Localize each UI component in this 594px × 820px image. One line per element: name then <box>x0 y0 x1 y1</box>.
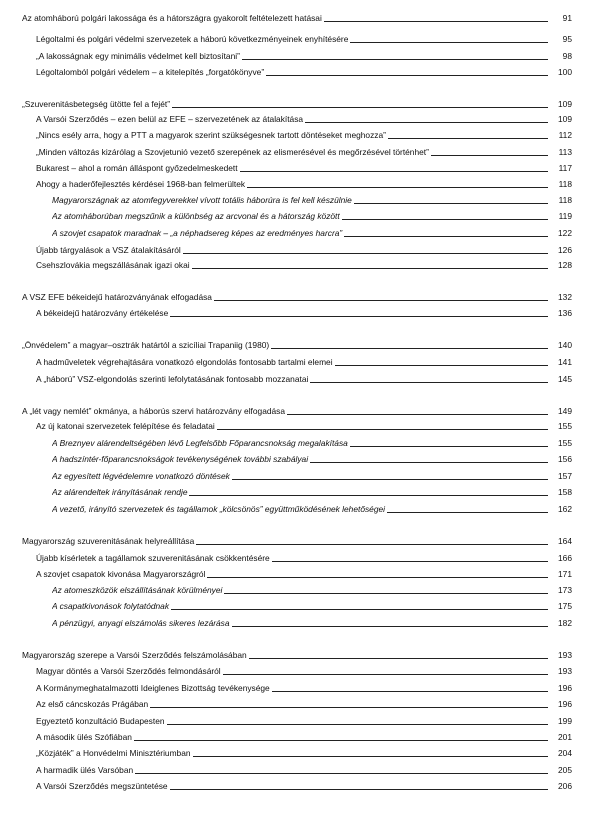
toc-entry-title: A második ülés Szófiában <box>36 732 132 742</box>
toc-entry-page: 113 <box>548 145 572 159</box>
toc-entry-title: Az egyesített légvédelemre vonatkozó döntések <box>52 471 230 481</box>
toc-entry-title: A Varsói Szerződés megszüntetése <box>36 781 168 791</box>
toc-entry-page: 119 <box>548 209 572 223</box>
toc-entry-title: A hadszíntér-főparancsnokságok tevékenységének további szabályai <box>52 454 309 464</box>
toc-entry-page: 100 <box>548 65 572 79</box>
toc-entry <box>0 551 594 565</box>
toc-entry-page: 149 <box>548 404 572 418</box>
toc-entry-page: 145 <box>548 372 572 386</box>
toc-entry-page: 109 <box>548 112 572 126</box>
toc-entry <box>0 65 594 79</box>
toc-entry-title: A „lét vagy nemlét” okmánya, a háborús szervi határozvány elfogadása <box>22 406 286 416</box>
toc-entry <box>0 404 594 418</box>
toc-entry-title: Légoltalmi és polgári védelmi szervezetek a háború következményeinek enyhítésére <box>36 34 349 44</box>
toc-entry <box>0 485 594 499</box>
toc-entry-title: Csehszlovákia megszállásának igazi okai <box>36 260 190 270</box>
toc-entry-page: 98 <box>548 49 572 63</box>
toc-entry-page: 182 <box>548 616 572 630</box>
toc-entry-title: „Önvédelem” a magyar–osztrák határtól a szicíliai Trapaniig (1980) <box>22 340 270 350</box>
toc-entry-title: Újabb kísérletek a tagállamok szuverenitásának csökkentésére <box>36 553 270 563</box>
toc-entry <box>0 112 594 126</box>
toc-entry-title: „Nincs esély arra, hogy a PTT a magyarok szerint szükségesnek tartott döntéseket meghozza” <box>36 130 386 140</box>
toc-entry <box>0 128 594 142</box>
toc-entry-title: Az atomeszközök elszállításának körülményei <box>52 585 223 595</box>
toc-entry-page: 122 <box>548 226 572 240</box>
toc-entry-title: Egyeztető konzultáció Budapesten <box>36 716 165 726</box>
toc-entry-page: 193 <box>548 648 572 662</box>
toc-entry-page: 128 <box>548 258 572 272</box>
toc-entry-page: 156 <box>548 452 572 466</box>
toc-entry-title: Az új katonai szervezetek felépítése és feladatai <box>36 421 215 431</box>
toc-entry-title: Magyarország szerepe a Varsói Szerződés felszámolásában <box>22 650 247 660</box>
toc-entry <box>0 226 594 240</box>
toc-entry <box>0 616 594 630</box>
toc-entry-page: 175 <box>548 599 572 613</box>
toc-entry-page: 109 <box>548 97 572 111</box>
toc-entry-title: A békeidejű határozvány értékelése <box>36 308 169 318</box>
toc-entry <box>0 664 594 678</box>
toc-entry <box>0 697 594 711</box>
toc-entry-title: „Közjáték” a Honvédelmi Minisztériumban <box>36 748 191 758</box>
toc-entry-title: „A lakosságnak egy minimális védelmet kell biztosítani” <box>36 51 240 61</box>
toc-entry <box>0 11 594 25</box>
toc-entry-page: 117 <box>548 161 572 175</box>
toc-entry-page: 126 <box>548 243 572 257</box>
toc-entry-page: 201 <box>548 730 572 744</box>
toc-entry-title: Az atomháború polgári lakossága és a hátországra gyakorolt feltételezett hatásai <box>22 13 322 23</box>
toc-entry <box>0 49 594 63</box>
toc-entry <box>0 338 594 352</box>
toc-entry-page: 155 <box>548 419 572 433</box>
toc-entry <box>0 567 594 581</box>
toc-entry-title: A csapatkivonások folytatódnak <box>52 601 170 611</box>
toc-entry-page: 193 <box>548 664 572 678</box>
toc-entry-title: A Breznyev alárendeltségében lévő Legfelsőbb Főparancsnokság megalakítása <box>52 438 348 448</box>
toc-entry-page: 173 <box>548 583 572 597</box>
toc-entry-page: 132 <box>548 290 572 304</box>
toc-entry-page: 158 <box>548 485 572 499</box>
toc-entry-page: 95 <box>548 32 572 46</box>
toc-entry-title: A vezető, irányító szervezetek és tagállamok „kölcsönös” együttműködésének lehetőségei <box>52 504 386 514</box>
toc-entry <box>0 714 594 728</box>
toc-entry-title: A „háború” VSZ-elgondolás szerinti lefolytatásának fontosabb mozzanatai <box>36 374 309 384</box>
toc-entry-page: 196 <box>548 697 572 711</box>
toc-entry <box>0 258 594 272</box>
toc-entry <box>0 681 594 695</box>
toc-entry-title: A harmadik ülés Varsóban <box>36 765 134 775</box>
toc-entry <box>0 355 594 369</box>
toc-entry <box>0 290 594 304</box>
toc-entry-title: „Minden változás kizárólag a Szovjetunió vezető szerepének az elismerésével és megőrzésével történhet” <box>36 147 429 157</box>
toc-entry-page: 118 <box>548 177 572 191</box>
toc-entry <box>0 469 594 483</box>
toc-entry-page: 206 <box>548 779 572 793</box>
toc-entry <box>0 161 594 175</box>
toc-entry-title: A Kormánymeghatalmazotti Ideiglenes Bizottság tevékenysége <box>36 683 270 693</box>
toc-entry <box>0 145 594 159</box>
toc-entry-title: Magyarországnak az atomfegyverekkel vívott totális háborúra is fel kell készülnie <box>52 195 352 205</box>
toc-entry <box>0 534 594 548</box>
toc-entry-title: Bukarest – ahol a román álláspont győzedelmeskedett <box>36 163 238 173</box>
toc-entry-page: 112 <box>548 128 572 142</box>
toc-entry <box>0 209 594 223</box>
toc-entry-title: A Varsói Szerződés – ezen belül az EFE – szervezetének az átalakítása <box>36 114 304 124</box>
toc-entry <box>0 243 594 257</box>
toc-entry-title: A pénzügyi, anyagi elszámolás sikeres lezárása <box>52 618 230 628</box>
toc-entry-title: Ahogy a haderőfejlesztés kérdései 1968-ban felmerültek <box>36 179 246 189</box>
toc-entry-page: 136 <box>548 306 572 320</box>
toc-entry <box>0 372 594 386</box>
toc-entry-page: 162 <box>548 502 572 516</box>
toc-entry-page: 171 <box>548 567 572 581</box>
toc-entry-title: A szovjet csapatok maradnak – „a néphadsereg képes az eredményes harcra” <box>52 228 343 238</box>
toc-entry-page: 164 <box>548 534 572 548</box>
toc-entry <box>0 502 594 516</box>
toc-entry-page: 204 <box>548 746 572 760</box>
toc-entry-title: Az első cáncskozás Prágában <box>36 699 149 709</box>
toc-entry-page: 118 <box>548 193 572 207</box>
toc-entry-page: 199 <box>548 714 572 728</box>
toc-entry-page: 166 <box>548 551 572 565</box>
toc-entry-page: 91 <box>548 11 572 25</box>
toc-entry-title: Az atomháborúban megszűnik a különbség az arcvonal és a hátország között <box>52 211 340 221</box>
toc-entry-page: 155 <box>548 436 572 450</box>
toc-entry <box>0 779 594 793</box>
toc-entry-page: 141 <box>548 355 572 369</box>
toc-entry <box>0 583 594 597</box>
toc-entry <box>0 306 594 320</box>
toc-entry-title: Magyar döntés a Varsói Szerződés felmondásáról <box>36 666 221 676</box>
toc-entry <box>0 193 594 207</box>
toc-entry-page: 205 <box>548 763 572 777</box>
toc-entry <box>0 746 594 760</box>
toc-entry <box>0 648 594 662</box>
toc-entry-title: A hadműveletek végrehajtására vonatkozó elgondolás fontosabb tartalmi elemei <box>36 357 333 367</box>
toc-entry <box>0 419 594 433</box>
toc-entry-title: Légoltalomból polgári védelem – a kitelepítés „forgatókönyve” <box>36 67 265 77</box>
toc-entry-title: A VSZ EFE békeidejű határozványának elfogadása <box>22 292 212 302</box>
toc-entry-title: Újabb tárgyalások a VSZ átalakításáról <box>36 245 181 255</box>
toc-entry <box>0 599 594 613</box>
toc-entry <box>0 452 594 466</box>
toc-entry <box>0 763 594 777</box>
toc-entry-title: Az alárendeltek irányításának rendje <box>52 487 188 497</box>
toc-entry <box>0 97 594 111</box>
toc-entry <box>0 177 594 191</box>
toc-entry-page: 157 <box>548 469 572 483</box>
toc-entry-title: A szovjet csapatok kivonása Magyarországról <box>36 569 206 579</box>
toc-entry <box>0 730 594 744</box>
toc-entry <box>0 32 594 46</box>
toc-entry-title: „Szuverenitásbetegség ütötte fel a fejét” <box>22 99 171 109</box>
toc-entry <box>0 436 594 450</box>
toc-entry-page: 140 <box>548 338 572 352</box>
toc-entry-page: 196 <box>548 681 572 695</box>
toc-entry-title: Magyarország szuverenitásának helyreállítása <box>22 536 195 546</box>
